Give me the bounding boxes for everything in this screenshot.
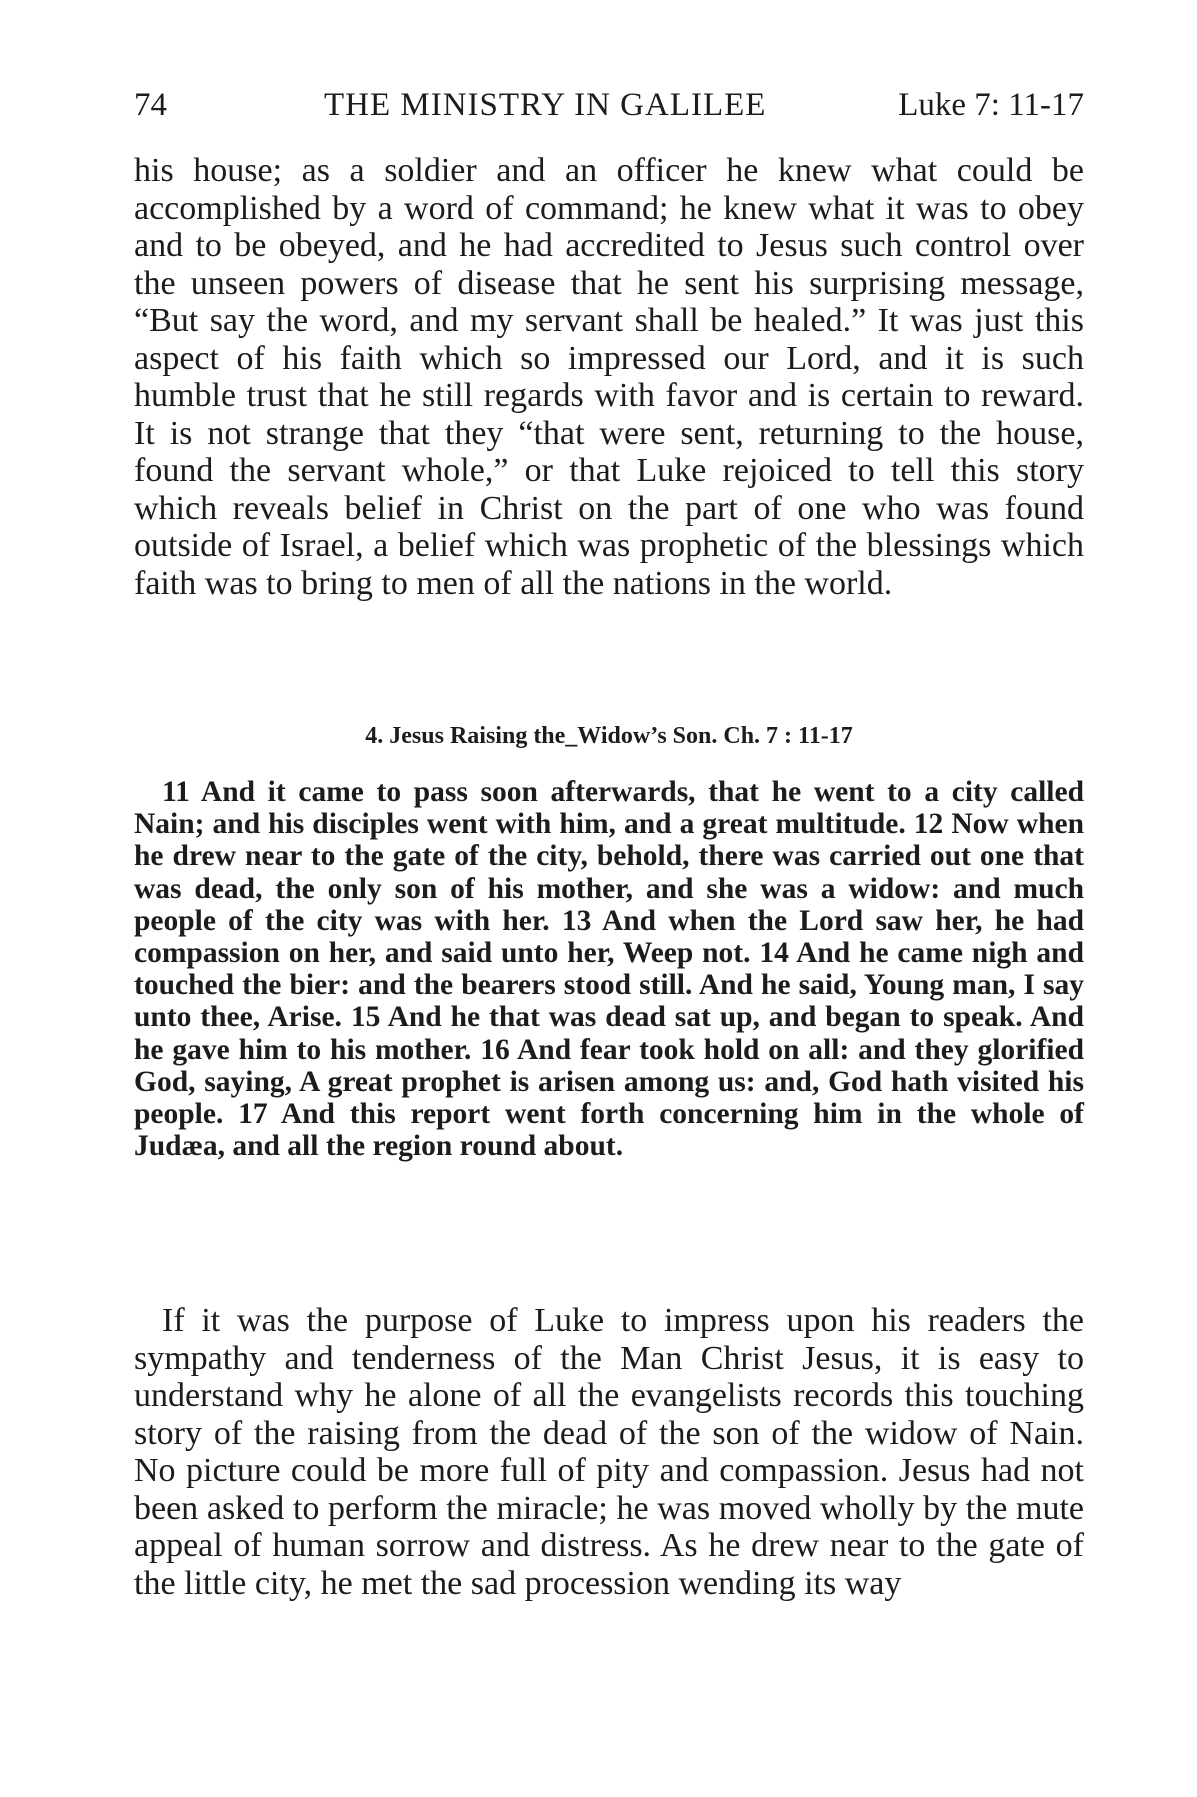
- page-number: 74: [134, 87, 167, 123]
- commentary-paragraph-2: If it was the purpose of Luke to impress upon his readers the sympathy and tenderness of the Man Christ Jesus, it is easy to understand why he alone of all the evangelists records this touching story of the raising from the dead of the son of the widow of Nain. No picture could be more full of pity and compassion. Jesus had not been asked to perform the miracle; he was moved wholly by the mute appeal of human sorrow and distress. As he drew near to the gate of the little city, he met the sad procession wending its way: [134, 1302, 1084, 1602]
- book-page: [134, 80, 1084, 1602]
- running-head: [134, 80, 1084, 130]
- scripture-passage: 11 And it came to pass soon afterwards, that he went to a city called Nain; and his disciples went with him, and a great multitude. 12 Now when he drew near to the gate of the city, behold, there was carried out one that was dead, the only son of his mother, and she was a widow: and much people of the city was with her. 13 And when the Lord saw her, he had compassion on her, and said unto her, Weep not. 14 And he came nigh and touched the bier: and the bearers stood still. And he said, Young man, I say unto thee, Arise. 15 And he that was dead sat up, and began to speak. And he gave him to his mother. 16 And fear took hold on all: and they glorified God, saying, A great prophet is arisen among us: and, God hath visited his people. 17 And this report went forth concerning him in the whole of Judæa, and all the region round about.: [134, 776, 1084, 1163]
- scripture-reference: Luke 7: 11-17: [898, 87, 1084, 123]
- section-heading: 4. Jesus Raising the_Widow’s Son. Ch. 7 : 11-17: [365, 723, 853, 749]
- commentary-paragraph-1: his house; as a soldier and an officer he knew what could be accomplished by a word of command; he knew what it was to obey and to be obeyed, and he had accredited to Jesus such control over the unseen powers of disease that he sent his surprising message, “But say the word, and my servant shall be healed.” It was just this aspect of his faith which so impressed our Lord, and it is such humble trust that he still regards with favor and is certain to reward. It is not strange that they “that were sent, returning to the house, found the servant whole,” or that Luke rejoiced to tell this story which reveals belief in Christ on the part of one who was found outside of Israel, a belief which was prophetic of the blessings which faith was to bring to men of all the nations in the world.: [134, 152, 1084, 602]
- running-title: THE MINISTRY IN GALILEE: [324, 87, 767, 123]
